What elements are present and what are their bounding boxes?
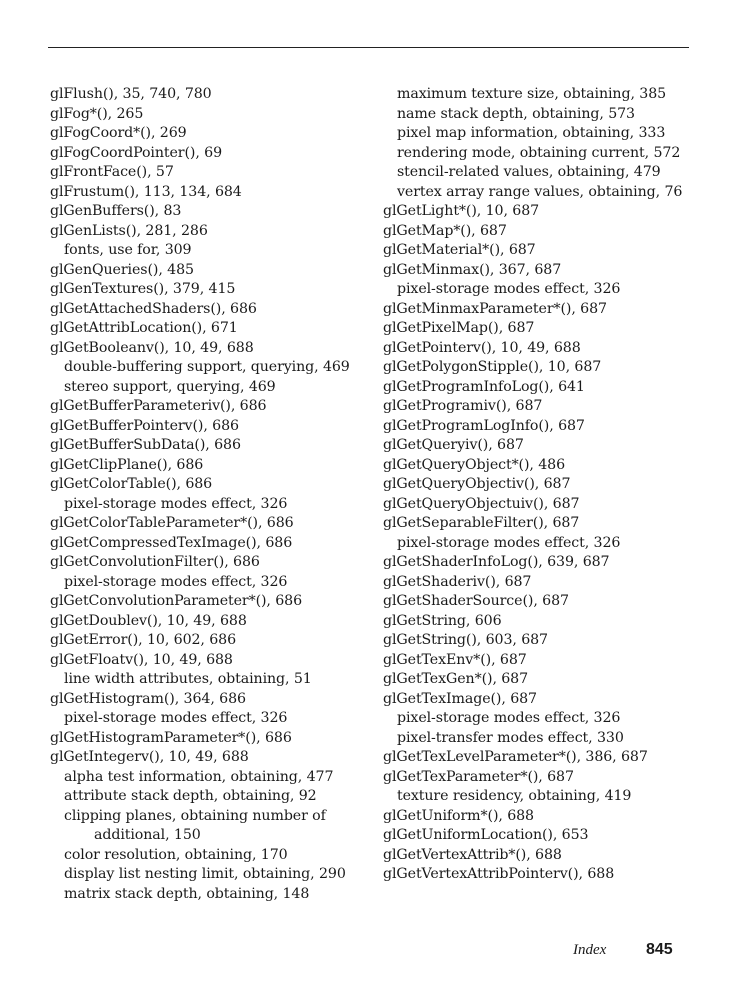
index-entry: glGetTexGen*(), 687 xyxy=(383,671,529,687)
index-entry: glGetMaterial*(), 687 xyxy=(383,242,536,258)
index-entry: glGetUniform*(), 688 xyxy=(383,807,534,824)
index-subentry: line width attributes, obtaining, 51 xyxy=(64,671,312,687)
index-entry: glFrustum(), 113, 134, 684 xyxy=(50,183,242,200)
index-entry: glGetClipPlane(), 686 xyxy=(50,456,204,473)
index-entry: glFrontFace(), 57 xyxy=(50,164,174,180)
index-entry: glGetProgramiv(), 687 xyxy=(383,398,543,414)
index-entry: glGetColorTableParameter*(), 686 xyxy=(50,515,294,531)
index-entry: glGetConvolutionParameter*(), 686 xyxy=(50,593,303,609)
index-entry: glGetVertexAttrib*(), 688 xyxy=(383,846,562,863)
index-subentry: pixel-transfer modes effect, 330 xyxy=(397,729,624,746)
index-entry: glGetConvolutionFilter(), 686 xyxy=(50,554,260,570)
index-entry: glGetBooleanv(), 10, 49, 688 xyxy=(50,339,254,356)
index-entry: glFogCoordPointer(), 69 xyxy=(50,144,223,161)
index-subentry: additional, 150 xyxy=(94,827,201,843)
index-entry: glGetBufferPointerv(), 686 xyxy=(50,417,239,434)
index-subentry: pixel map information, obtaining, 333 xyxy=(397,125,666,141)
index-entry: glGetBufferParameteriv(), 686 xyxy=(50,398,267,414)
index-subentry: pixel-storage modes effect, 326 xyxy=(397,534,621,551)
index-entry: glGetDoublev(), 10, 49, 688 xyxy=(50,612,247,629)
index-entry: glGetQueryiv(), 687 xyxy=(383,437,524,453)
index-entry: glGenQueries(), 485 xyxy=(50,261,194,278)
index-subentry: rendering mode, obtaining current, 572 xyxy=(397,144,681,161)
index-subentry: double-buffering support, querying, 469 xyxy=(64,359,350,375)
index-subentry: display list nesting limit, obtaining, 290 xyxy=(64,866,346,882)
index-entry: glFlush(), 35, 740, 780 xyxy=(50,86,212,102)
index-entry: glGetMap*(), 687 xyxy=(383,222,507,239)
index-entry: glGetAttribLocation(), 671 xyxy=(50,320,238,336)
index-entry: glGenBuffers(), 83 xyxy=(50,203,182,219)
index-subentry: maximum texture size, obtaining, 385 xyxy=(397,86,667,102)
index-entry: glGetPointerv(), 10, 49, 688 xyxy=(383,339,581,356)
index-entry: glGetColorTable(), 686 xyxy=(50,476,213,492)
index-subentry: fonts, use for, 309 xyxy=(64,242,192,258)
index-subentry: clipping planes, obtaining number of xyxy=(64,807,326,824)
index-entry: glGetPixelMap(), 687 xyxy=(383,320,535,336)
index-entry: glGetPolygonStipple(), 10, 687 xyxy=(383,359,602,375)
index-entry: glGetProgramInfoLog(), 641 xyxy=(383,378,585,395)
index-entry: glGetMinmaxParameter*(), 687 xyxy=(383,300,607,317)
index-column-right xyxy=(383,85,713,885)
index-subentry: alpha test information, obtaining, 477 xyxy=(64,768,334,785)
index-entry: glGetVertexAttribPointerv(), 688 xyxy=(383,866,615,882)
index-entry: glGetTexParameter*(), 687 xyxy=(383,768,574,785)
index-subentry: texture residency, obtaining, 419 xyxy=(397,788,632,804)
index-entry: glFogCoord*(), 269 xyxy=(50,125,187,141)
index-entry: glGetQueryObjectiv(), 687 xyxy=(383,476,571,492)
index-entry: glGetQueryObject*(), 486 xyxy=(383,456,566,473)
index-entry: glGetSeparableFilter(), 687 xyxy=(383,515,580,531)
index-subentry: pixel-storage modes effect, 326 xyxy=(64,710,288,726)
index-subentry: attribute stack depth, obtaining, 92 xyxy=(64,788,317,804)
index-entry: glGetHistogram(), 364, 686 xyxy=(50,690,246,707)
index-entry: glGetQueryObjectuiv(), 687 xyxy=(383,495,580,512)
index-subentry: vertex array range values, obtaining, 76 xyxy=(397,183,683,200)
index-subentry: name stack depth, obtaining, 573 xyxy=(397,105,635,122)
index-entry: glGetIntegerv(), 10, 49, 688 xyxy=(50,749,249,765)
index-subentry: pixel-storage modes effect, 326 xyxy=(397,710,621,726)
index-entry: glGetTexEnv*(), 687 xyxy=(383,651,527,668)
index-entry: glGetBufferSubData(), 686 xyxy=(50,437,241,453)
index-column-left xyxy=(50,85,360,904)
index-entry: glGetHistogramParameter*(), 686 xyxy=(50,729,292,746)
index-entry: glGetTexLevelParameter*(), 386, 687 xyxy=(383,749,648,765)
index-entry: glFog*(), 265 xyxy=(50,105,144,122)
index-entry: glGetError(), 10, 602, 686 xyxy=(50,632,237,648)
index-subentry: stencil-related values, obtaining, 479 xyxy=(397,164,661,180)
index-subentry: pixel-storage modes effect, 326 xyxy=(64,573,288,590)
index-entry: glGenLists(), 281, 286 xyxy=(50,222,208,239)
index-entry: glGetString, 606 xyxy=(383,612,502,629)
index-entry: glGetProgramLogInfo(), 687 xyxy=(383,417,585,434)
index-entry: glGetShaderSource(), 687 xyxy=(383,593,569,609)
index-entry: glGetShaderiv(), 687 xyxy=(383,573,532,590)
index-entry: glGetCompressedTexImage(), 686 xyxy=(50,534,293,551)
index-entry: glGetAttachedShaders(), 686 xyxy=(50,300,257,317)
index-subentry: pixel-storage modes effect, 326 xyxy=(64,495,288,512)
index-entry: glGetLight*(), 10, 687 xyxy=(383,203,540,219)
index-entry: glGetFloatv(), 10, 49, 688 xyxy=(50,651,233,668)
index-subentry: color resolution, obtaining, 170 xyxy=(64,846,288,863)
footer-section-label: Index xyxy=(573,942,607,958)
index-subentry: pixel-storage modes effect, 326 xyxy=(397,281,621,297)
index-entry: glGetUniformLocation(), 653 xyxy=(383,827,589,843)
index-entry: glGetMinmax(), 367, 687 xyxy=(383,261,562,278)
index-entry: glGetShaderInfoLog(), 639, 687 xyxy=(383,554,610,570)
index-entry: glGenTextures(), 379, 415 xyxy=(50,281,236,297)
index-subentry: matrix stack depth, obtaining, 148 xyxy=(64,885,310,902)
index-entry: glGetTexImage(), 687 xyxy=(383,690,537,707)
page-number: 845 xyxy=(646,941,673,958)
index-subentry: stereo support, querying, 469 xyxy=(64,378,276,395)
index-entry: glGetString(), 603, 687 xyxy=(383,632,548,648)
header-rule xyxy=(48,47,689,48)
